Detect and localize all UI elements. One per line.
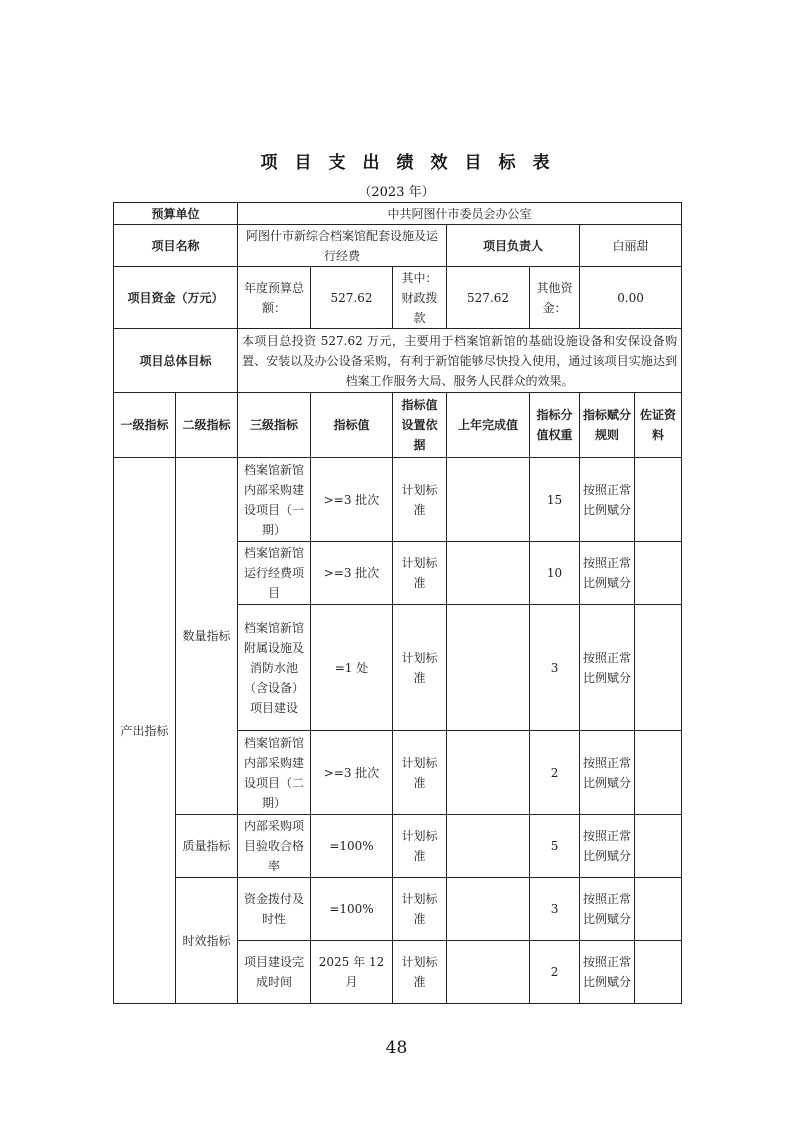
value-cell: >=3 批次 bbox=[311, 458, 393, 542]
budget-unit-label: 预算单位 bbox=[114, 203, 238, 225]
prev-cell bbox=[447, 815, 530, 878]
level2-quality: 质量指标 bbox=[176, 815, 238, 878]
other-funds-label: 其他资金： bbox=[530, 267, 580, 329]
fiscal-label: 其中：财政拨款 bbox=[393, 267, 447, 329]
rule-cell: 按照正常比例赋分 bbox=[580, 731, 635, 815]
col-basis: 指标值设置依据 bbox=[393, 393, 447, 458]
col-evidence: 佐证资料 bbox=[635, 393, 682, 458]
evidence-cell bbox=[635, 941, 682, 1004]
basis-cell: 计划标准 bbox=[393, 815, 447, 878]
prev-cell bbox=[447, 458, 530, 542]
level3-cell: 档案馆新馆附属设施及消防水池（含设备）项目建设 bbox=[238, 605, 311, 731]
rule-cell: 按照正常比例赋分 bbox=[580, 941, 635, 1004]
basis-cell: 计划标准 bbox=[393, 878, 447, 941]
col-level2: 二级指标 bbox=[176, 393, 238, 458]
value-cell: =100% bbox=[311, 815, 393, 878]
basis-cell: 计划标准 bbox=[393, 941, 447, 1004]
prev-cell bbox=[447, 731, 530, 815]
project-name-value: 阿图什市新综合档案馆配套设施及运行经费 bbox=[238, 225, 447, 267]
weight-cell: 15 bbox=[530, 458, 580, 542]
rule-cell: 按照正常比例赋分 bbox=[580, 878, 635, 941]
budget-unit-value: 中共阿图什市委员会办公室 bbox=[238, 203, 682, 225]
column-header-row bbox=[114, 393, 682, 458]
annual-budget-value: 527.62 bbox=[311, 267, 393, 329]
table-row bbox=[114, 878, 682, 941]
table-row bbox=[114, 815, 682, 878]
col-rule: 指标赋分规则 bbox=[580, 393, 635, 458]
table-row bbox=[114, 458, 682, 542]
rule-cell: 按照正常比例赋分 bbox=[580, 815, 635, 878]
col-level3: 三级指标 bbox=[238, 393, 311, 458]
weight-cell: 3 bbox=[530, 605, 580, 731]
prev-cell bbox=[447, 878, 530, 941]
evidence-cell bbox=[635, 878, 682, 941]
level3-cell: 档案馆新馆内部采购建设项目（一期） bbox=[238, 458, 311, 542]
level3-cell: 资金拨付及时性 bbox=[238, 878, 311, 941]
year-subtitle: （2023 年） bbox=[358, 185, 435, 200]
page-number: 48 bbox=[385, 1038, 408, 1058]
project-name-row bbox=[114, 225, 682, 267]
rule-cell: 按照正常比例赋分 bbox=[580, 458, 635, 542]
funds-row bbox=[114, 267, 682, 329]
level3-cell: 项目建设完成时间 bbox=[238, 941, 311, 1004]
project-lead-value: 白丽甜 bbox=[580, 225, 682, 267]
performance-table bbox=[113, 202, 682, 1004]
weight-cell: 2 bbox=[530, 731, 580, 815]
evidence-cell bbox=[635, 605, 682, 731]
basis-cell: 计划标准 bbox=[393, 458, 447, 542]
basis-cell: 计划标准 bbox=[393, 731, 447, 815]
weight-cell: 5 bbox=[530, 815, 580, 878]
prev-cell bbox=[447, 941, 530, 1004]
value-cell: >=3 批次 bbox=[311, 731, 393, 815]
page-title: 项目支出绩效目标表 bbox=[260, 153, 567, 173]
weight-cell: 2 bbox=[530, 941, 580, 1004]
basis-cell: 计划标准 bbox=[393, 542, 447, 605]
col-value: 指标值 bbox=[311, 393, 393, 458]
evidence-cell bbox=[635, 731, 682, 815]
fiscal-value: 527.62 bbox=[447, 267, 530, 329]
value-cell: =100% bbox=[311, 878, 393, 941]
other-funds-value: 0.00 bbox=[580, 267, 682, 329]
level3-cell: 档案馆新馆内部采购建设项目（二期） bbox=[238, 731, 311, 815]
project-lead-label: 项目负责人 bbox=[447, 225, 580, 267]
prev-cell bbox=[447, 605, 530, 731]
goal-label: 项目总体目标 bbox=[114, 329, 238, 393]
value-cell: =1 处 bbox=[311, 605, 393, 731]
goal-text: 本项目总投资 527.62 万元，主要用于档案馆新馆的基础设施设备和安保设备购置、安装以及办公设备采购，有利于新馆能够尽快投入使用，通过该项目实施达到档案工作服务大局、服务人民群众的效果。 bbox=[238, 329, 682, 393]
prev-cell bbox=[447, 542, 530, 605]
level2-quantity: 数量指标 bbox=[176, 458, 238, 815]
value-cell: 2025 年 12 月 bbox=[311, 941, 393, 1004]
evidence-cell bbox=[635, 815, 682, 878]
level3-cell: 档案馆新馆运行经费项目 bbox=[238, 542, 311, 605]
level1-output: 产出指标 bbox=[114, 458, 176, 1004]
budget-unit-row bbox=[114, 203, 682, 225]
value-cell: >=3 批次 bbox=[311, 542, 393, 605]
weight-cell: 10 bbox=[530, 542, 580, 605]
col-level1: 一级指标 bbox=[114, 393, 176, 458]
col-weight: 指标分值权重 bbox=[530, 393, 580, 458]
project-name-label: 项目名称 bbox=[114, 225, 238, 267]
level2-timeliness: 时效指标 bbox=[176, 878, 238, 1004]
funds-label: 项目资金（万元） bbox=[114, 267, 238, 329]
evidence-cell bbox=[635, 542, 682, 605]
basis-cell: 计划标准 bbox=[393, 605, 447, 731]
weight-cell: 3 bbox=[530, 878, 580, 941]
level3-cell: 内部采购项目验收合格率 bbox=[238, 815, 311, 878]
col-prev: 上年完成值 bbox=[447, 393, 530, 458]
rule-cell: 按照正常比例赋分 bbox=[580, 542, 635, 605]
goal-row bbox=[114, 329, 682, 393]
evidence-cell bbox=[635, 458, 682, 542]
annual-budget-label: 年度预算总额： bbox=[238, 267, 311, 329]
rule-cell: 按照正常比例赋分 bbox=[580, 605, 635, 731]
